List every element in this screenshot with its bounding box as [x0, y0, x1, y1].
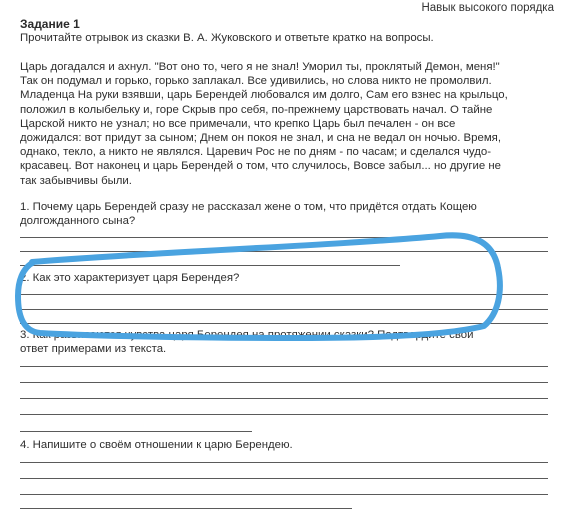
- question-text: 3. Как развиваются чувства царя Берендея на протяжении сказки? Подтвердите свой: [20, 329, 474, 341]
- task-instruction: Прочитайте отрывок из сказки В. А. Жуковского и ответьте кратко на вопросы.: [20, 32, 434, 44]
- passage-line: красавец. Вот наконец и царь Берендей о том, что случилось, Вовсе забыл... но другие не: [20, 160, 501, 173]
- skill-level-label: Навык высокого порядка: [421, 2, 554, 14]
- passage-line: Младенца На руки взявши, царь Берендей любовался им долго, Сам его взнес на крыльцо,: [20, 89, 508, 102]
- passage-line: однако, текло, а никто не являлся. Царевич Рос не по дням - по часам; и сделался чудо-: [20, 146, 491, 159]
- question-text: ответ примерами из текста.: [20, 343, 167, 355]
- passage-line: Царской никто не узнал; но все примечали, что крепко Царь был печален - он все: [20, 117, 456, 130]
- task-title: Задание 1: [20, 17, 80, 31]
- question-text: 4. Напишите о своём отношении к царю Берендею.: [20, 439, 293, 451]
- passage-line: так забывчивы были.: [20, 174, 132, 187]
- question-text: долгожданного сына?: [20, 215, 136, 227]
- passage-line: положил в колыбельку и, горе Скрыв про себя, по-прежнему царствовать начал. О тайне: [20, 103, 493, 116]
- highlight-stroke: [18, 235, 500, 338]
- passage-line: дожидался: вот придут за сыном; Днем он покоя не знал, и сна не ведал он ночью. Время,: [20, 132, 501, 145]
- question-text: 2. Как это характеризует царя Берендея?: [20, 272, 240, 284]
- passage-line: Так он подумал и горько, горько заплакал. Все удивились, но слова никто не промолвил.: [20, 75, 492, 88]
- passage-line: Царь догадался и ахнул. "Вот оно то, чего я не знал! Уморил ты, проклятый Демон, меня!": [20, 61, 500, 73]
- question-text: 1. Почему царь Берендей сразу не рассказал жене о том, что придётся отдать Кощею: [20, 201, 477, 213]
